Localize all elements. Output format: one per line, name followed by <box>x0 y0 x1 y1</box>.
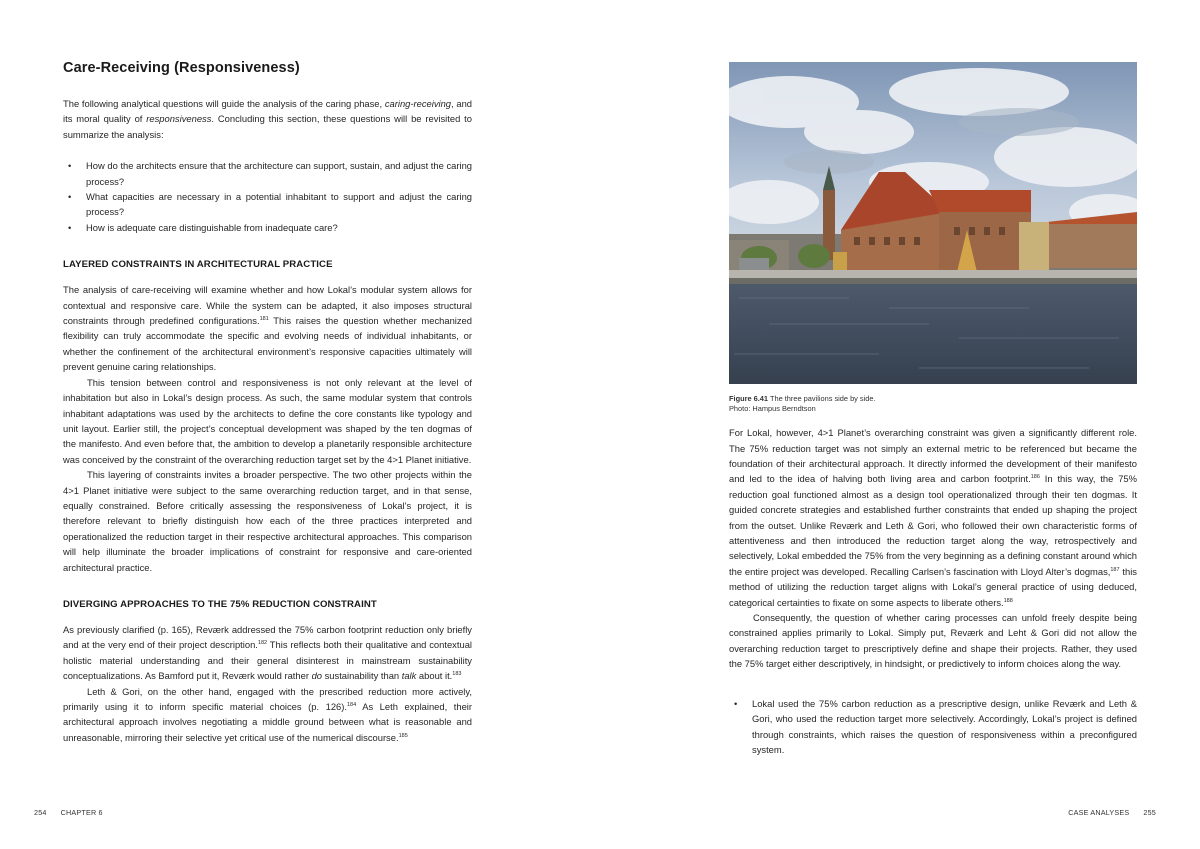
text-run: sustainability than <box>322 670 402 682</box>
footnote-marker: 183 <box>452 671 462 678</box>
section-title: Care-Receiving (Responsiveness) <box>63 60 300 76</box>
heading-diverging-approaches: DIVERGING APPROACHES TO THE 75% REDUCTION CONSTRAINT <box>63 598 377 610</box>
footer-left <box>34 808 103 817</box>
heading-layered-constraints: LAYERED CONSTRAINTS IN ARCHITECTURAL PRACTICE <box>63 259 333 271</box>
page-number-left: 254 <box>34 808 47 817</box>
right-body <box>729 425 1137 672</box>
bullet-icon: • <box>68 221 72 233</box>
text-run: Leth & Gori, on the other hand, engaged with the prescribed reduction more actively, primarily using it to inform specific material choices (p. 126). <box>63 685 472 712</box>
section-label: CASE ANALYSES <box>1068 808 1130 817</box>
text-run: . Concluding this section, these questions will be revisited to summarize the analysis: <box>63 113 472 140</box>
list-item <box>63 158 472 189</box>
bullet-icon: • <box>734 697 738 709</box>
list-item-text: Lokal used the 75% carbon reduction as a prescriptive design, unlike Reværk and Leth & Gori, who used the reduction target more selectively. Accordingly, Lokal’s project is defined through constraints, which raises the question of responsiveness within a preconfigured system. <box>752 697 1137 755</box>
footnote-marker: 181 <box>259 316 269 323</box>
left-column <box>63 60 472 745</box>
photo-credit: Photo: Hampus Berndtson <box>729 403 816 413</box>
page-number-right: 255 <box>1143 808 1156 817</box>
analytical-questions-list <box>63 158 472 235</box>
text-run: As previously clarified (p. 165), Reværk addressed the 75% carbon footprint reduction only briefly and at the very end of their project description. <box>63 623 472 651</box>
text-run: , and its moral quality of <box>63 98 472 125</box>
chapter-label: CHAPTER 6 <box>60 808 103 817</box>
text-run: As Leth explained, their architectural approach involves negotiating a middle ground between what is reasonable and unreasonable, mirroring their selective yet critical use of the numerical discourse. <box>63 701 472 743</box>
footer-right <box>1068 808 1156 817</box>
text-run: The analysis of care-receiving will examine whether and how Lokal’s modular system allows for contextual and responsive care. While the system can be adapted, it also imposes structural constraints through predefined configurations. <box>63 284 472 327</box>
list-item-text: How is adequate care distinguishable from inadequate care? <box>86 221 338 233</box>
figure-label: Figure 6.41 <box>729 394 769 403</box>
footnote-marker: 185 <box>398 732 408 739</box>
text-run: about it. <box>416 670 453 682</box>
body-paragraph <box>63 684 472 746</box>
footnote-marker: 187 <box>1110 566 1120 573</box>
list-item <box>63 220 472 235</box>
text-run: This raises the question whether mechanized flexibility can truly accommodate the specific and evolving needs of individual inhabitants, or whether the confinement of the architectural environment’s responsive capacities ultimately will prevent genuine caring relationships. <box>63 315 472 373</box>
body-paragraph <box>729 610 1137 672</box>
footnote-marker: 188 <box>1003 597 1013 604</box>
footnote-marker: 186 <box>1030 474 1040 481</box>
text-run: In this way, the 75% reduction goal functioned almost as a design tool operationalized through their ten dogmas. It guided concrete strategies and established further constraints that ended up shaping the project from the outset. Unlike Reværk and Leth & Gori, who followed their own characteristic forms of attentiveness and then introduced the reduction target along the way, retrospectively and selectively, Lokal embedded the 75% from the very beginning as a defining constant around which the entire project was developed. Recalling Carlsen’s fascination with Lloyd Alter’s dogmas, <box>729 473 1137 577</box>
text-run: The following analytical questions will guide the analysis of the caring phase, <box>63 98 385 109</box>
intro-paragraph <box>63 96 472 142</box>
footnote-marker: 184 <box>346 702 357 708</box>
italic-text: talk <box>401 670 417 682</box>
section-diverging-approaches <box>63 622 472 745</box>
right-page <box>600 0 1200 849</box>
body-paragraph <box>63 375 472 467</box>
body-paragraph <box>63 622 472 684</box>
text-run: this method of utilizing the reduction target aligns with Lokal’s general practice of using deduced, categorical certainties to fixate on some aspects to liberate others. <box>729 565 1137 608</box>
pavilions-photo <box>729 62 1137 384</box>
italic-text: do <box>311 670 322 682</box>
summary-list <box>729 696 1137 758</box>
right-column <box>729 62 1137 757</box>
italic-text: responsiveness <box>146 113 212 125</box>
text-run: This reflects both their qualitative and contextual holistic material understanding and their general disinterest in mainstream sustainability conceptualizations. As Bamford put it, Reværk would rather <box>63 639 472 682</box>
bullet-icon: • <box>68 160 72 172</box>
footnote-marker: 182 <box>257 640 268 647</box>
figure-caption-text: The three pavilions side by side. <box>769 394 876 403</box>
body-paragraph <box>729 425 1137 610</box>
section-layered-constraints <box>63 282 472 575</box>
body-paragraph <box>63 467 472 575</box>
text-run: This tension between control and responsiveness is not only relevant at the level of inhabitation but also in Lokal’s design process. As such, the same modular system that controls inhabitant adaptations was used by the architects to define the core constants like typology and unit layout. Earlier still, the project’s conceptual development was shaped by the ten dogmas of the manifesto. And even before that, the ambition to develop a planetarily responsible architecture was conceived by the constraint of the overarching reduction target set by the 4>1 Planet initiative. <box>63 376 472 465</box>
text-run: This layering of constraints invites a broader perspective. The two other projects within the 4>1 Planet initiative were subject to the same overarching reduction target, and in that sense, equally constrained. Before critically assessing the responsiveness of Lokal’s project, it is therefore relevant to briefly distinguish how each of the three practices interpreted and operationalized the reduction target in their respective architectural approaches. This comparison will help illuminate the broader implications of constraint for responsive and care-oriented architectural practice. <box>63 469 472 573</box>
body-paragraph <box>63 282 472 374</box>
bullet-icon: • <box>68 191 72 203</box>
italic-text: caring-receiving <box>384 98 452 109</box>
text-run: For Lokal, however, 4>1 Planet’s overarching constraint was given a significantly different role. The 75% reduction target was not simply an external metric to be referenced but became the foundation of their architectural approach. It directly informed the development of their manifesto and led to the idea of halving both living area and carbon footprint. <box>729 427 1137 485</box>
list-item-text: How do the architects ensure that the architecture can support, sustain, and adjust the caring process? <box>86 160 472 187</box>
list-item-text: What capacities are necessary in a potential inhabitant to support and adjust the caring process? <box>86 191 472 218</box>
text-run: Consequently, the question of whether caring processes can unfold freely despite being constrained applies primarily to Lokal. Simply put, Reværk and Leht & Gori did not allow the overarching reduction target to prescriptively define and shape their projects. Rather, they used the 75% target either descriptively, in hindsight, or predictively to inform choices along the way. <box>729 612 1137 670</box>
list-item <box>63 189 472 220</box>
figure-caption <box>729 394 1137 413</box>
list-item <box>729 696 1137 758</box>
